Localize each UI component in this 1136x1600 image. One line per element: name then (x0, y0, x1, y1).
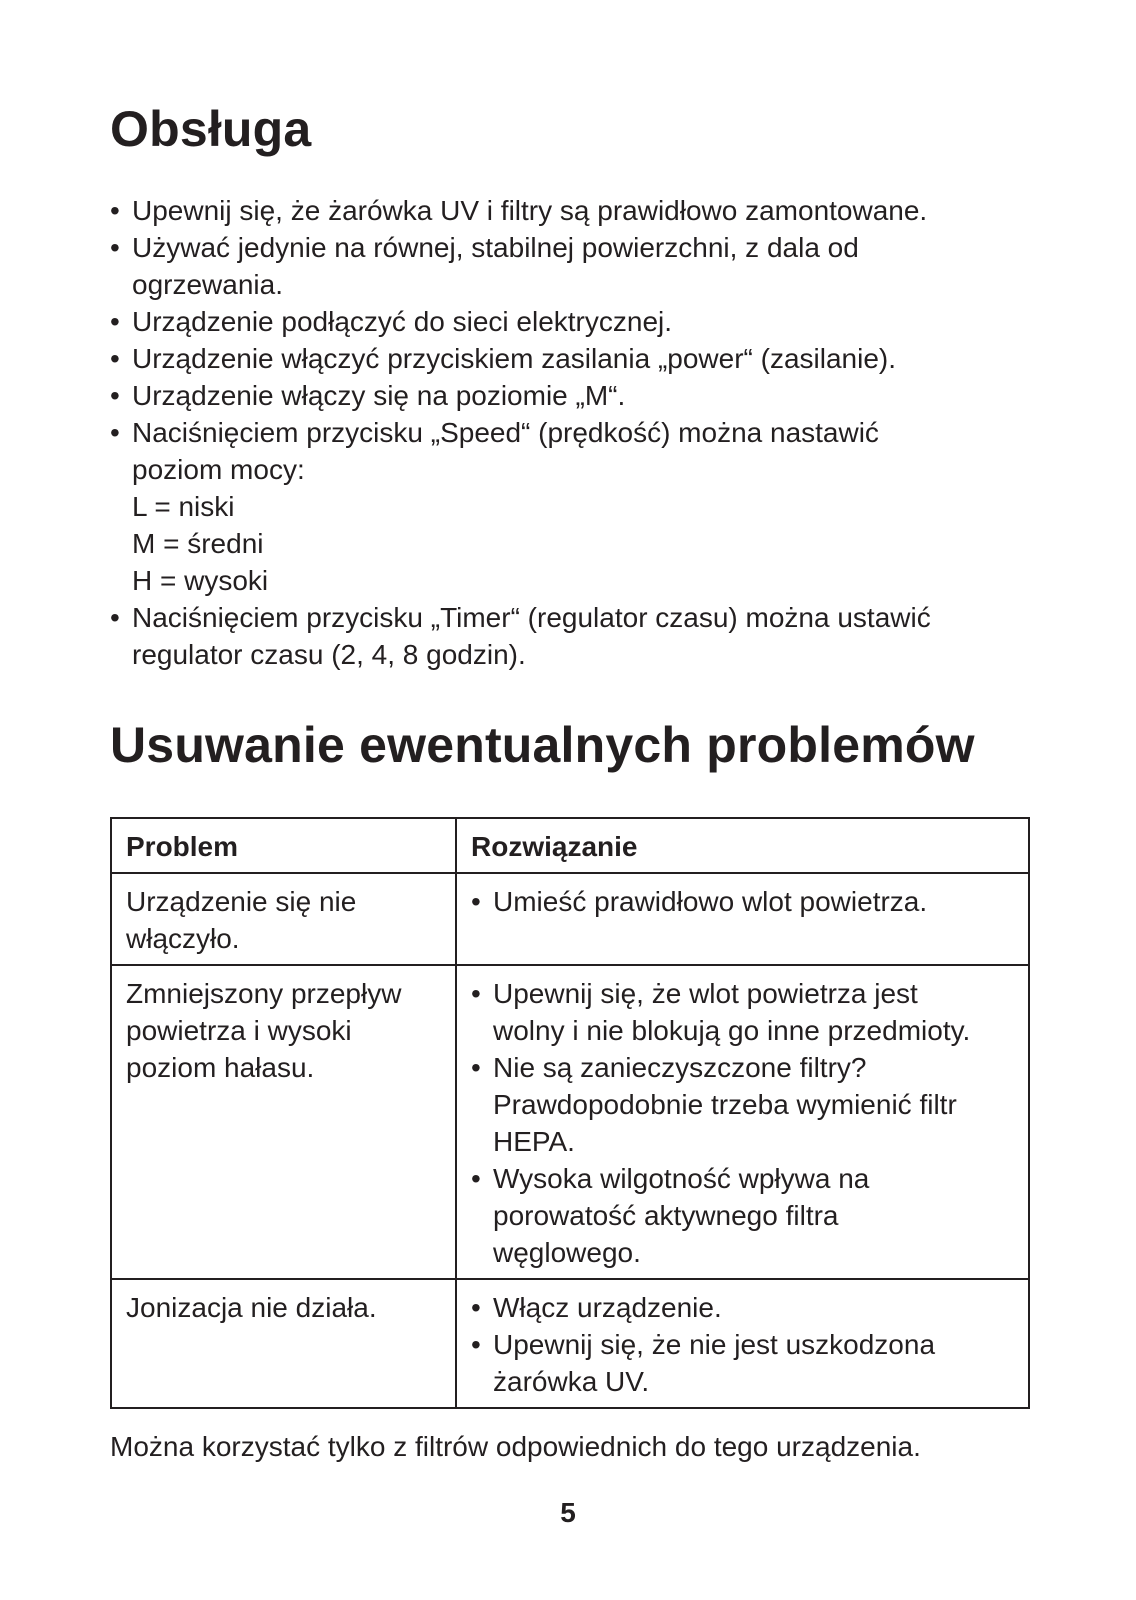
operation-item-line: Urządzenie włączyć przyciskiem zasilania „power“ (zasilanie). (132, 343, 897, 374)
problem-line: Zmniejszony przepływ (126, 978, 402, 1009)
speed-level-high: H = wysoki (132, 565, 269, 596)
solution-line: Prawdopodobnie trzeba wymienić filtr (493, 1089, 957, 1120)
solution-cell (456, 1279, 1029, 1408)
solution-list (471, 1289, 1014, 1400)
solution-item (471, 1160, 1014, 1271)
operation-item (110, 414, 1030, 599)
solution-line: Umieść prawidłowo wlot powietrza. (493, 886, 928, 917)
solution-line: HEPA. (493, 1126, 575, 1157)
operation-item-line: Naciśnięciem przycisku „Speed“ (prędkość) można nastawić (132, 417, 879, 448)
solution-line: Upewnij się, że nie jest uszkodzona (493, 1329, 936, 1360)
operation-item-line: poziom mocy: (132, 454, 305, 485)
bullet-marker: • (471, 1292, 481, 1323)
operation-item-line: regulator czasu (2, 4, 8 godzin). (132, 639, 526, 670)
problem-cell (111, 1279, 456, 1408)
problem-line: włączyło. (126, 923, 240, 954)
solution-list (471, 975, 1014, 1271)
solution-list (471, 883, 1014, 920)
problem-cell (111, 873, 456, 965)
operation-heading: Obsługa (110, 101, 312, 157)
operation-item (110, 192, 1030, 229)
operation-item-line: ogrzewania. (132, 269, 283, 300)
solution-line: Upewnij się, że wlot powietrza jest (493, 978, 918, 1009)
solution-cell (456, 965, 1029, 1279)
troubleshooting-table (110, 817, 1030, 1409)
solution-cell (456, 873, 1029, 965)
solution-line: porowatość aktywnego filtra (493, 1200, 839, 1231)
troubleshooting-heading: Usuwanie ewentualnych problemów (110, 717, 975, 773)
solution-item (471, 975, 1014, 1049)
operation-item (110, 229, 1030, 303)
operation-list (110, 192, 1030, 673)
bullet-marker: • (110, 417, 120, 448)
table-row (111, 965, 1029, 1279)
problem-line: Jonizacja nie działa. (126, 1292, 377, 1323)
solution-line: Wysoka wilgotność wpływa na (493, 1163, 870, 1194)
bullet-marker: • (471, 1163, 481, 1194)
solution-line: wolny i nie blokują go inne przedmioty. (493, 1015, 971, 1046)
solution-item (471, 1289, 1014, 1326)
operation-item-line: Używać jedynie na równej, stabilnej powierzchni, z dala od (132, 232, 859, 263)
speed-level-medium: M = średni (132, 528, 264, 559)
operation-item-line: Urządzenie włączy się na poziomie „M“. (132, 380, 626, 411)
solution-line: węglowego. (493, 1237, 641, 1268)
problem-line: powietrza i wysoki (126, 1015, 352, 1046)
solution-item (471, 1326, 1014, 1400)
speed-level-low: L = niski (132, 491, 235, 522)
filter-compatibility-note: Można korzystać tylko z filtrów odpowiednich do tego urządzenia. (110, 1431, 921, 1462)
operation-item-line: Urządzenie podłączyć do sieci elektrycznej. (132, 306, 673, 337)
problem-line: poziom hałasu. (126, 1052, 315, 1083)
bullet-marker: • (471, 1052, 481, 1083)
solution-item (471, 883, 1014, 920)
table-row (111, 873, 1029, 965)
column-header-solution: Rozwiązanie (456, 818, 1029, 873)
operation-item (110, 340, 1030, 377)
solution-line: Włącz urządzenie. (493, 1292, 722, 1323)
solution-line: Nie są zanieczyszczone filtry? (493, 1052, 867, 1083)
bullet-marker: • (110, 306, 120, 337)
solution-line: żarówka UV. (493, 1366, 650, 1397)
bullet-marker: • (471, 1329, 481, 1360)
page-number: 5 (560, 1497, 576, 1528)
bullet-marker: • (110, 602, 120, 633)
bullet-marker: • (110, 232, 120, 263)
operation-item-line: Naciśnięciem przycisku „Timer“ (regulator czasu) można ustawić (132, 602, 931, 633)
problem-line: Urządzenie się nie (126, 886, 357, 917)
bullet-marker: • (110, 343, 120, 374)
table-header-row (111, 818, 1029, 873)
table-row (111, 1279, 1029, 1408)
bullet-marker: • (471, 978, 481, 1009)
column-header-problem: Problem (111, 818, 456, 873)
operation-item-line: Upewnij się, że żarówka UV i filtry są prawidłowo zamontowane. (132, 195, 928, 226)
problem-cell (111, 965, 456, 1279)
bullet-marker: • (110, 195, 120, 226)
operation-item (110, 599, 1030, 673)
bullet-marker: • (471, 886, 481, 917)
solution-item (471, 1049, 1014, 1160)
operation-item (110, 303, 1030, 340)
bullet-marker: • (110, 380, 120, 411)
operation-item (110, 377, 1030, 414)
